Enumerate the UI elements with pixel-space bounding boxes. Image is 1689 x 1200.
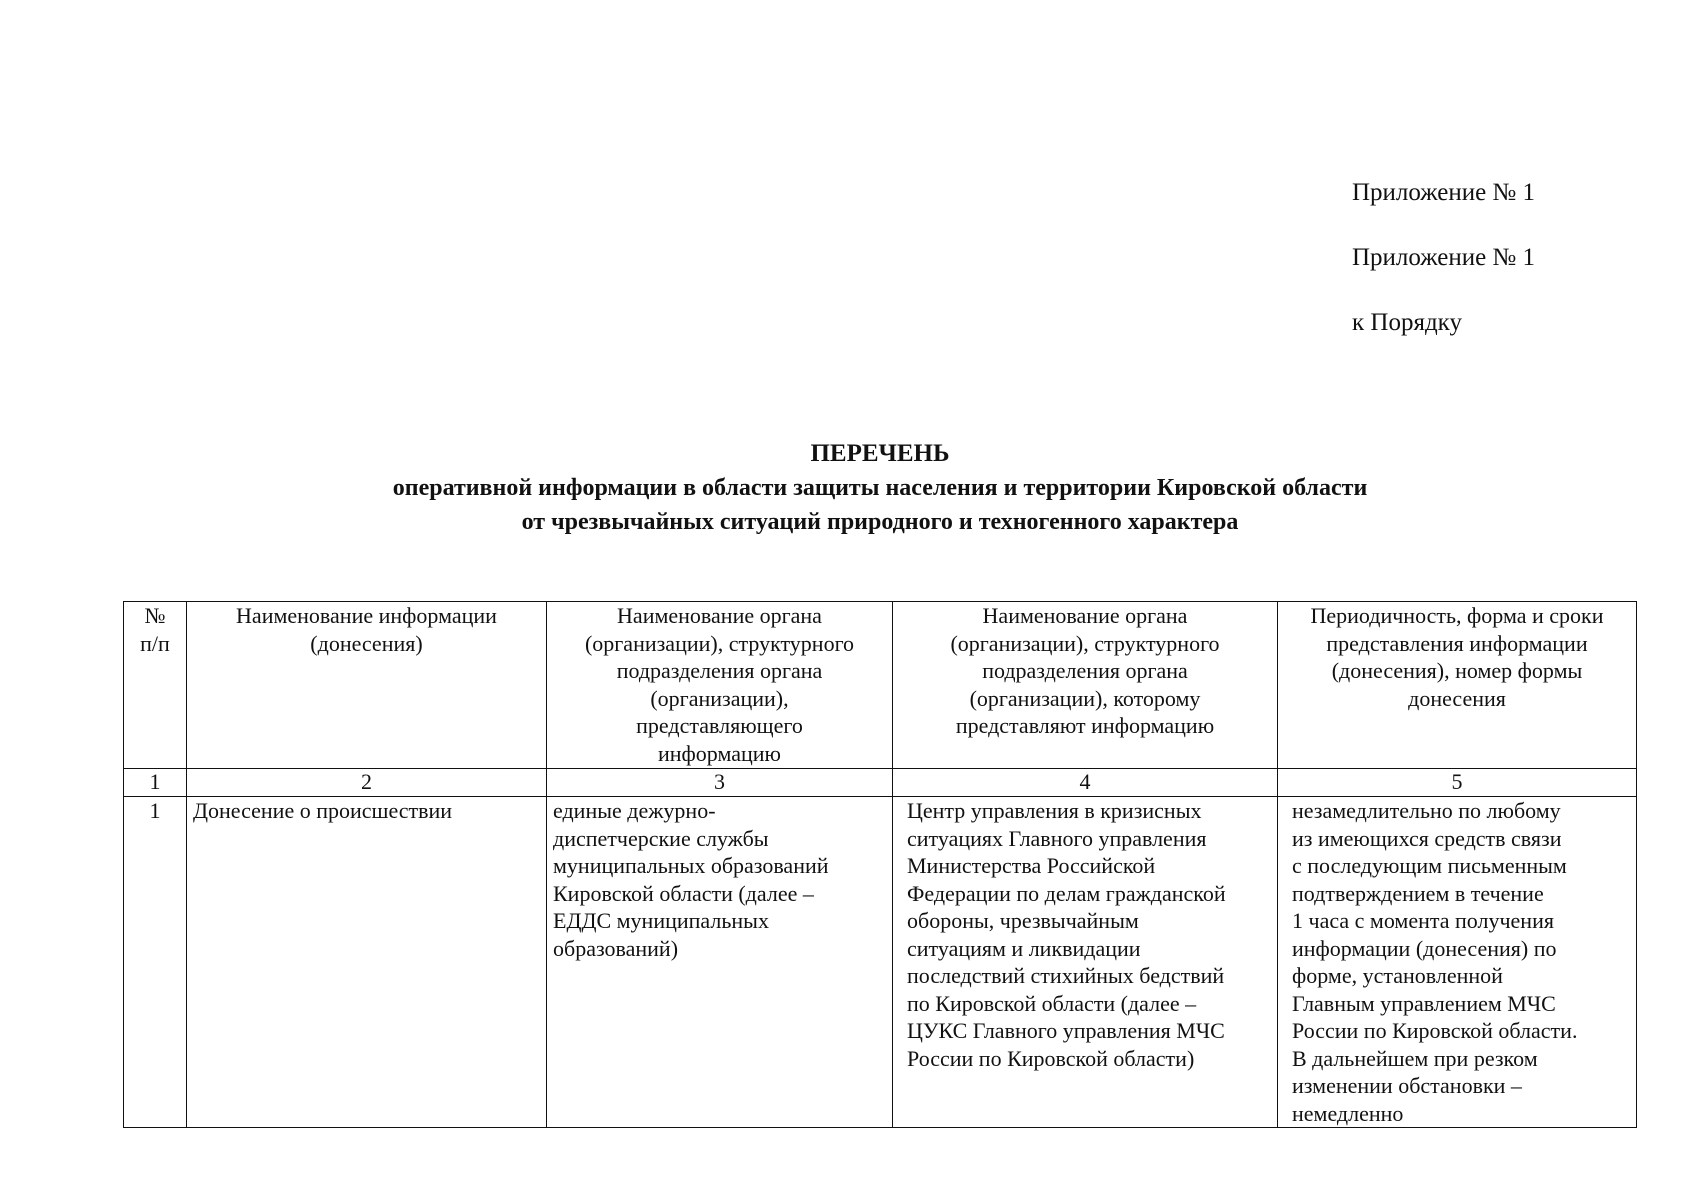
column-number-row: [124, 769, 1637, 797]
header-cell-info-name: Наименование информации (донесения): [187, 602, 547, 769]
appendix-line-3: к Порядку: [1352, 309, 1462, 336]
title-line-2: от чрезвычайных ситуаций природного и техногенного характера: [521, 509, 1239, 535]
row-number-cell: 1: [124, 797, 187, 1128]
header-cell-number: № п/п: [124, 602, 187, 769]
appendix-line-2: Приложение № 1: [1352, 244, 1536, 271]
column-number-cell: 1: [124, 769, 187, 797]
report-table: [123, 601, 1637, 1128]
column-number-cell: 4: [893, 769, 1278, 797]
table-header-row: [124, 602, 1637, 769]
row-periodicity-cell: незамедлительно по любому из имеющихся средств связи с последующим письменным подтверждением в течение 1 часа с момента получения информации (донесения) по форме, установленной Главным управлением МЧС России по Кировской области. В дальнейшем при резком изменении обстановки – немедленно: [1278, 797, 1637, 1128]
header-cell-periodicity: Периодичность, форма и сроки представления информации (донесения), номер формы донесения: [1278, 602, 1637, 769]
row-name-cell: Донесение о происшествии: [187, 797, 547, 1128]
header-cell-recipient: Наименование органа (организации), структурного подразделения органа (организации), которому представляют информацию: [893, 602, 1278, 769]
title-line-1: оперативной информации в области защиты населения и территории Кировской области: [392, 475, 1368, 501]
column-number-cell: 5: [1278, 769, 1637, 797]
column-number-cell: 3: [547, 769, 893, 797]
title-main: ПЕРЕЧЕНЬ: [810, 440, 950, 467]
appendix-line-1: Приложение № 1: [1352, 179, 1536, 206]
row-recipient-cell: Центр управления в кризисных ситуациях Главного управления Министерства Российской Федерации по делам гражданской обороны, чрезвычайным ситуациям и ликвидации последствий стихийных бедствий по Кировской области (далее – ЦУКС Главного управления МЧС России по Кировской области): [893, 797, 1278, 1128]
row-provider-cell: единые дежурно- диспетчерские службы муниципальных образований Кировской области (далее – ЕДДС муниципальных образований): [547, 797, 893, 1128]
document-title: [0, 437, 1689, 539]
column-number-cell: 2: [187, 769, 547, 797]
appendix-header: [1352, 180, 1535, 375]
header-cell-provider: Наименование органа (организации), структурного подразделения органа (организации), представляющего информацию: [547, 602, 893, 769]
table-row: [124, 797, 1637, 1128]
